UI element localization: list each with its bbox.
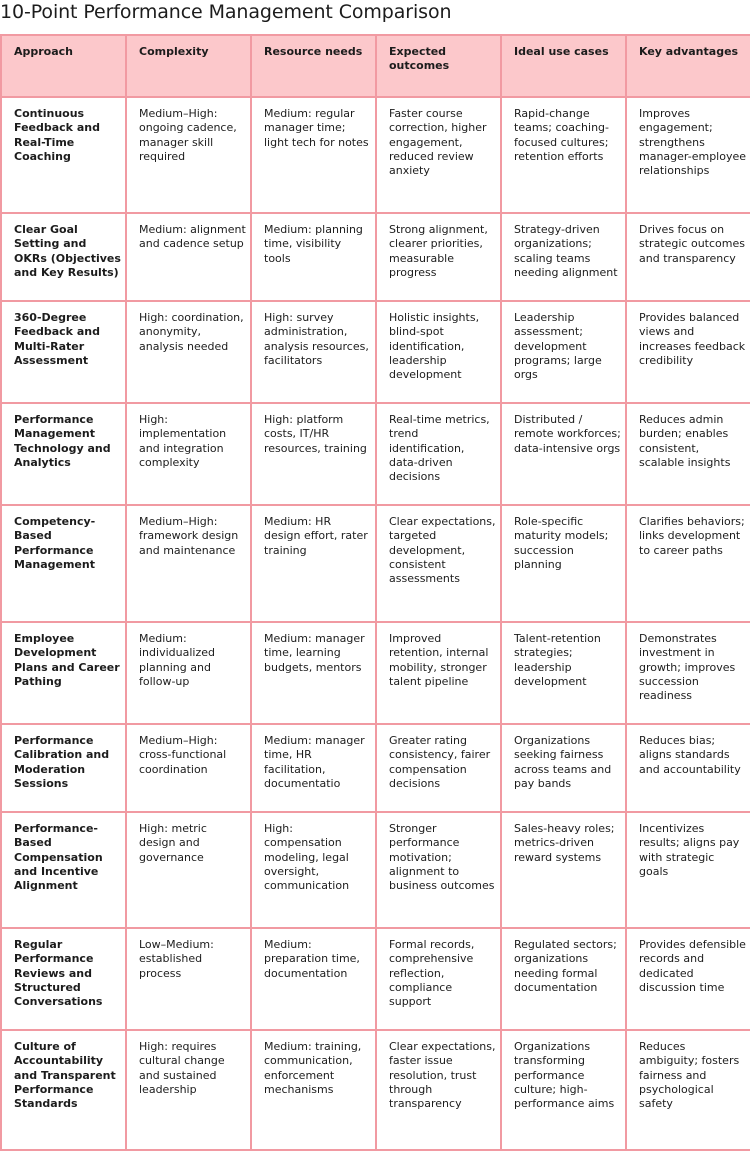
cell-approach: Culture of Accountability and Transparent Performance Standards [1,1030,126,1150]
cell-ideal-use-cases: Distributed / remote workforces; data-intensive orgs [501,403,626,505]
cell-ideal-use-cases: Organizations transforming performance culture; high-performance aims [501,1030,626,1150]
cell-resource-needs: Medium: regular manager time; light tech for notes [251,97,376,213]
cell-resource-needs: Medium: preparation time, documentation [251,928,376,1030]
table-row [1,928,750,1030]
cell-complexity: Medium: alignment and cadence setup [126,213,251,301]
cell-expected-outcomes: Clear expectations, targeted development, consistent assessments [376,505,501,622]
header-expected-outcomes: Expected outcomes [376,35,501,97]
header-resource-needs: Resource needs [251,35,376,97]
table-row [1,213,750,301]
cell-ideal-use-cases: Strategy-driven organizations; scaling teams needing alignment [501,213,626,301]
cell-ideal-use-cases: Sales-heavy roles; metrics-driven reward systems [501,812,626,928]
cell-complexity: Low–Medium: established process [126,928,251,1030]
comparison-table [0,34,750,1151]
table-row [1,724,750,812]
cell-complexity: Medium–High: ongoing cadence, manager skill required [126,97,251,213]
table-row [1,403,750,505]
table-row [1,97,750,213]
cell-complexity: High: requires cultural change and sustained leadership [126,1030,251,1150]
cell-complexity: High: metric design and governance [126,812,251,928]
page-title: 10-Point Performance Management Comparison [0,1,452,23]
cell-expected-outcomes: Formal records, comprehensive reflection, compliance support [376,928,501,1030]
cell-ideal-use-cases: Role-specific maturity models; succession planning [501,505,626,622]
cell-expected-outcomes: Real-time metrics, trend identification, data-driven decisions [376,403,501,505]
cell-key-advantages: Reduces admin burden; enables consistent, scalable insights [626,403,750,505]
cell-key-advantages: Demonstrates investment in growth; improves succession readiness [626,622,750,724]
cell-resource-needs: Medium: planning time, visibility tools [251,213,376,301]
cell-ideal-use-cases: Rapid-change teams; coaching-focused cultures; retention efforts [501,97,626,213]
cell-ideal-use-cases: Regulated sectors; organizations needing formal documentation [501,928,626,1030]
cell-complexity: High: coordination, anonymity, analysis needed [126,301,251,403]
table-row [1,505,750,622]
table-row [1,1030,750,1150]
cell-expected-outcomes: Stronger performance motivation; alignment to business outcomes [376,812,501,928]
cell-approach: Clear Goal Setting and OKRs (Objectives and Key Results) [1,213,126,301]
cell-expected-outcomes: Greater rating consistency, fairer compensation decisions [376,724,501,812]
cell-key-advantages: Reduces bias; aligns standards and accountability [626,724,750,812]
cell-key-advantages: Clarifies behaviors; links development to career paths [626,505,750,622]
header-ideal-use-cases: Ideal use cases [501,35,626,97]
cell-expected-outcomes: Faster course correction, higher engagement, reduced review anxiety [376,97,501,213]
cell-ideal-use-cases: Talent-retention strategies; leadership development [501,622,626,724]
cell-key-advantages: Provides defensible records and dedicated discussion time [626,928,750,1030]
header-complexity: Complexity [126,35,251,97]
cell-approach: Competency-Based Performance Management [1,505,126,622]
cell-approach: 360-Degree Feedback and Multi-Rater Assessment [1,301,126,403]
cell-approach: Performance Management Technology and Analytics [1,403,126,505]
cell-resource-needs: Medium: manager time, HR facilitation, documentatio [251,724,376,812]
cell-expected-outcomes: Holistic insights, blind-spot identification, leadership development [376,301,501,403]
header-approach: Approach [1,35,126,97]
cell-complexity: Medium–High: framework design and maintenance [126,505,251,622]
cell-key-advantages: Provides balanced views and increases feedback credibility [626,301,750,403]
cell-complexity: High: implementation and integration complexity [126,403,251,505]
cell-resource-needs: High: survey administration, analysis resources, facilitators [251,301,376,403]
header-key-advantages: Key advantages [626,35,750,97]
cell-key-advantages: Drives focus on strategic outcomes and transparency [626,213,750,301]
cell-resource-needs: High: platform costs, IT/HR resources, training [251,403,376,505]
cell-expected-outcomes: Clear expectations, faster issue resolution, trust through transparency [376,1030,501,1150]
cell-expected-outcomes: Improved retention, internal mobility, stronger talent pipeline [376,622,501,724]
cell-resource-needs: Medium: training, communication, enforcement mechanisms [251,1030,376,1150]
cell-resource-needs: Medium: HR design effort, rater training [251,505,376,622]
cell-approach: Employee Development Plans and Career Pathing [1,622,126,724]
cell-approach: Performance-Based Compensation and Incentive Alignment [1,812,126,928]
cell-key-advantages: Improves engagement; strengthens manager-employee relationships [626,97,750,213]
cell-expected-outcomes: Strong alignment, clearer priorities, measurable progress [376,213,501,301]
cell-approach: Performance Calibration and Moderation Sessions [1,724,126,812]
cell-ideal-use-cases: Organizations seeking fairness across teams and pay bands [501,724,626,812]
header-row [1,35,750,97]
cell-key-advantages: Reduces ambiguity; fosters fairness and psychological safety [626,1030,750,1150]
cell-resource-needs: High: compensation modeling, legal oversight, communication [251,812,376,928]
cell-complexity: Medium–High: cross-functional coordination [126,724,251,812]
table-row [1,812,750,928]
cell-complexity: Medium: individualized planning and follow-up [126,622,251,724]
cell-approach: Regular Performance Reviews and Structured Conversations [1,928,126,1030]
cell-key-advantages: Incentivizes results; aligns pay with strategic goals [626,812,750,928]
cell-approach: Continuous Feedback and Real-Time Coaching [1,97,126,213]
table-row [1,622,750,724]
cell-ideal-use-cases: Leadership assessment; development programs; large orgs [501,301,626,403]
table-row [1,301,750,403]
cell-resource-needs: Medium: manager time, learning budgets, mentors [251,622,376,724]
